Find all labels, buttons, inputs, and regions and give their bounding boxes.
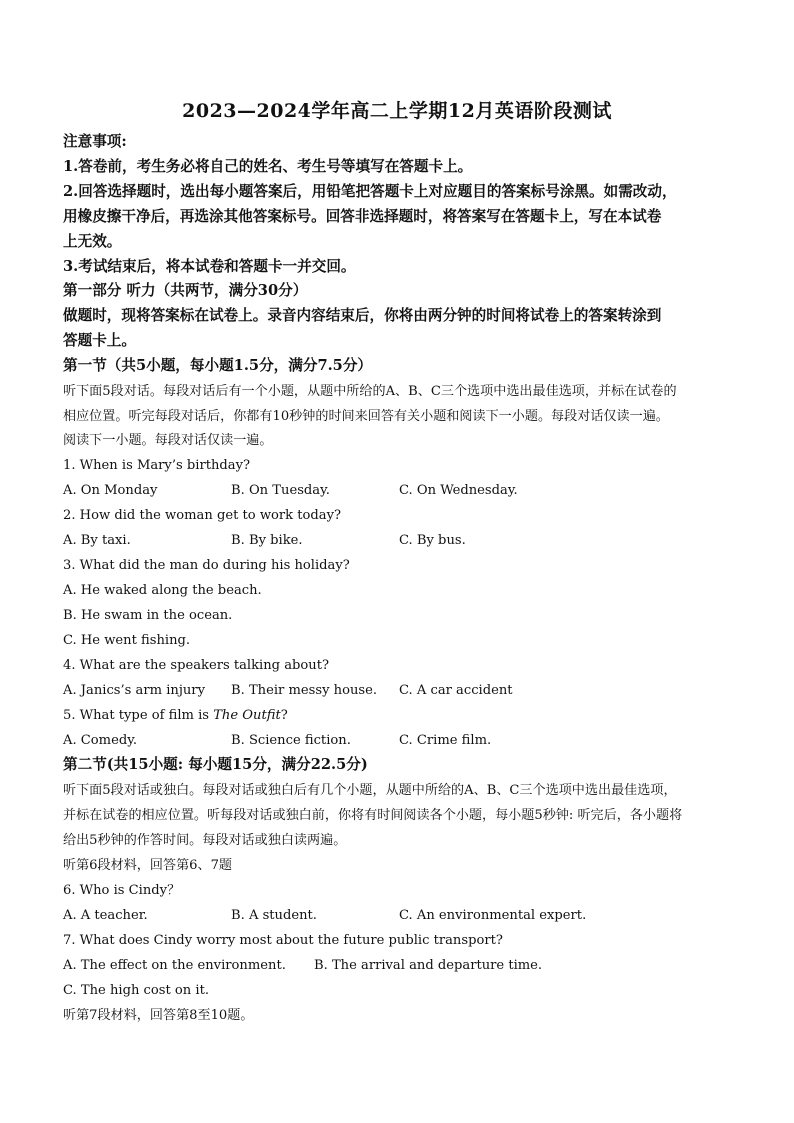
question-7-stem: 7. What does Cindy worry most about the future public transport? bbox=[63, 933, 503, 948]
notice-item: 用橡皮擦干净后，再选涂其他答案标号。回答非选择题时，将答案写在答题卡上，写在本试卷 bbox=[63, 208, 662, 225]
question-6-option-a: A. A teacher. bbox=[63, 908, 148, 923]
question-5-stem bbox=[63, 703, 743, 728]
question-2-option-a: A. By taxi. bbox=[63, 533, 131, 548]
question-3-stem: 3. What did the man do during his holiday? bbox=[63, 558, 350, 573]
section1-heading: 第一节（共5小题，每小题1.5分，满分7.5分） bbox=[63, 357, 373, 374]
question-2-option-b: B. By bike. bbox=[231, 533, 303, 548]
material-7-label: 听第7段材料，回答第8至10题。 bbox=[63, 1008, 254, 1023]
question-7-option-b: B. The arrival and departure time. bbox=[314, 958, 543, 973]
material-6-label: 听第6段材料，回答第6、7题 bbox=[63, 858, 233, 873]
page-title: 2023—2024学年高二上学期12月英语阶段测试 bbox=[182, 100, 612, 122]
question-4-option-a: A. Janics’s arm injury bbox=[63, 683, 205, 698]
question-7-option-a: A. The effect on the environment. bbox=[63, 958, 286, 973]
part1-instruction: 答题卡上。 bbox=[63, 332, 136, 349]
question-4-stem: 4. What are the speakers talking about? bbox=[63, 658, 329, 673]
question-1-option-b: B. On Tuesday. bbox=[231, 483, 330, 498]
question-1-stem: 1. When is Mary’s birthday? bbox=[63, 458, 251, 473]
question-7-option-c: C. The high cost on it. bbox=[63, 983, 210, 998]
question-3-option-a: A. He waked along the beach. bbox=[63, 583, 262, 598]
section2-instruction: 并标在试卷的相应位置。听每段对话或独白前，你将有时间阅读各个小题，每小题5秒钟: 听完后，各小题将 bbox=[63, 808, 683, 823]
notice-item: 3.考试结束后，将本试卷和答题卡一并交回。 bbox=[63, 258, 356, 275]
section1-instruction: 听下面5段对话。每段对话后有一个小题，从题中所给的A、B、C三个选项中选出最佳选项，并标在试卷的 bbox=[63, 384, 677, 399]
question-6-option-b: B. A student. bbox=[231, 908, 317, 923]
question-6-stem: 6. Who is Cindy？ bbox=[63, 883, 181, 898]
notice-item: 1.答卷前，考生务必将自己的姓名、考生号等填写在答题卡上。 bbox=[63, 158, 473, 175]
part1-heading: 第一部分 听力（共两节，满分30分） bbox=[63, 282, 308, 299]
question-5-stem-text: 5. What type of film is bbox=[63, 708, 214, 723]
question-2-option-c: C. By bus. bbox=[399, 533, 466, 548]
notice-item: 上无效。 bbox=[63, 233, 122, 250]
question-5-option-a: A. Comedy. bbox=[63, 733, 138, 748]
film-title: The Outfit bbox=[213, 708, 281, 723]
section2-instruction: 听下面5段对话或独白。每段对话或独白后有几个小题，从题中所给的A、B、C三个选项中选出最佳选项， bbox=[63, 783, 677, 798]
question-1-option-c: C. On Wednesday. bbox=[399, 483, 518, 498]
section2-heading: 第二节(共15小题: 每小题15分，满分22.5分) bbox=[63, 756, 368, 773]
question-3-option-b: B. He swam in the ocean. bbox=[63, 608, 233, 623]
question-5-option-c: C. Crime film. bbox=[399, 733, 492, 748]
question-5-stem-end: ? bbox=[280, 708, 288, 723]
question-1-option-a: A. On Monday bbox=[63, 483, 158, 498]
question-6-option-c: C. An environmental expert. bbox=[399, 908, 587, 923]
question-5-option-b: B. Science fiction. bbox=[231, 733, 351, 748]
section1-instruction: 相应位置。听完每段对话后，你都有10秒钟的时间来回答有关小题和阅读下一小题。每段对话仅读一遍。 bbox=[63, 409, 669, 424]
question-4-option-c: C. A car accident bbox=[399, 683, 513, 698]
question-2-stem: 2. How did the woman get to work today? bbox=[63, 508, 342, 523]
notice-item: 2.回答选择题时，选出每小题答案后，用铅笔把答题卡上对应题目的答案标号涂黑。如需改动， bbox=[63, 183, 677, 200]
question-4-option-b: B. Their messy house. bbox=[231, 683, 378, 698]
part1-instruction: 做题时，现将答案标在试卷上。录音内容结束后，你将由两分钟的时间将试卷上的答案转涂到 bbox=[63, 307, 662, 324]
section1-instruction: 阅读下一小题。每段对话仅读一遍。 bbox=[63, 433, 273, 448]
section2-instruction: 给出5秒钟的作答时间。每段对话或独白读两遍。 bbox=[63, 833, 347, 848]
notice-heading: 注意事项: bbox=[63, 133, 127, 150]
question-3-option-c: C. He went fishing. bbox=[63, 633, 191, 648]
